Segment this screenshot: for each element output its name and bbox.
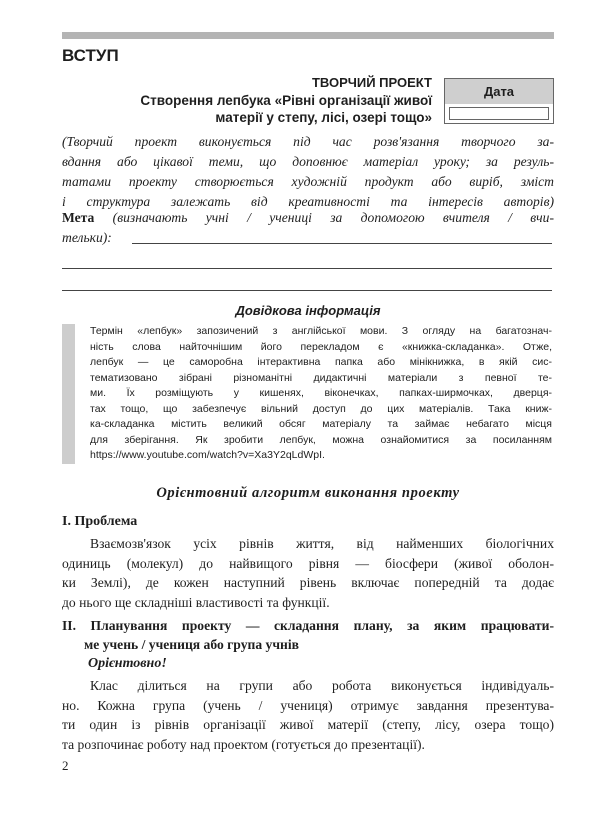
section-1-line: Взаємозв'язок усіх рівнів життя, від найменших біологічних [90, 536, 554, 551]
section-2-line: но. Кожна група (учень / учениця) отримує завдання презентува- [62, 697, 554, 713]
goal-answer-line[interactable] [62, 290, 552, 291]
section-1-text [62, 534, 554, 612]
date-box [444, 78, 554, 124]
reference-title: Довідкова інформація [235, 303, 381, 318]
section-1-line: до нього ще складніші властивості та функції. [62, 594, 330, 610]
reference-line: Термін «лепбук» запозичений з англійської мови. З огляду на багатознач- [90, 325, 552, 337]
section-2-line: Клас ділиться на групи або робота виконується індивідуаль- [90, 678, 554, 693]
reference-side-bar [62, 324, 75, 464]
page-number: 2 [62, 758, 69, 773]
project-title-line: матерії у степу, лісі, озері тощо» [215, 110, 432, 125]
reference-line: ми. Їх розміщують у кишенях, віконечках, папках-ширмочках, дверця- [90, 387, 552, 399]
section-title: ВСТУП [62, 46, 119, 65]
reference-line: ка-складанка містить великий обсяг матеріалу та займає небагато місця [90, 418, 552, 430]
goal-label: Мета [62, 210, 95, 225]
section-2-line: та розпочинає роботу над проектом (готується до презентації). [62, 736, 425, 752]
section-2-line: ти один із рівнів організації живої матерії (степу, лісу, озера тощо) [62, 717, 554, 732]
reference-line: лепбук — це саморобна інтерактивна папка або мінікнижка, в якій сис- [90, 356, 552, 368]
intro-line: вдання або цікавої теми, що доповнює матеріал уроку; за резуль- [62, 154, 554, 169]
section-2-heading [62, 616, 554, 654]
project-kind: ТВОРЧИЙ ПРОЕКТ [311, 75, 432, 90]
section-2-heading-line: II. Планування проекту — складання плану, за яким працювати- [62, 618, 554, 633]
goal-line [62, 208, 554, 228]
goal-answer-line[interactable] [62, 268, 552, 269]
reference-line: для зберігання. Як зробити лепбук, можна ознайомитися за посиланням [90, 433, 552, 446]
section-2-subheading: Орієнтовно! [88, 656, 167, 671]
intro-line: татами проекту створюється художній продукт або виріб, зміст [62, 174, 554, 189]
reference-link[interactable]: https://www.youtube.com/watch?v=Xa3Y2qLdWpI. [90, 449, 325, 461]
top-rule [62, 32, 554, 39]
date-label: Дата [445, 79, 553, 104]
section-1-heading: I. Проблема [62, 514, 138, 529]
project-title-line: Створення лепбука «Рівні організації живої [140, 93, 432, 108]
intro-paragraph [62, 132, 554, 212]
reference-text [90, 324, 552, 464]
section-1-line: ки Землі), де кожен наступний рівень включає попередній та додає [62, 575, 554, 590]
reference-line: ність слова найточнішим його перекладом є «книжка-складанка». Отже, [90, 340, 552, 353]
goal-hint-end: тельки): [62, 230, 112, 245]
date-field[interactable] [449, 107, 549, 120]
goal-hint: (визначають учні / учениці за допомогою вчителя / вчи- [112, 210, 554, 225]
reference-line: тах тощо, що забезпечує вільний доступ до цих матеріалів. Така книж- [90, 402, 552, 415]
intro-line: (Творчий проект виконується під час розв'язання творчого за- [62, 134, 554, 149]
section-2-heading-line: ме учень / учениця або група учнів [84, 637, 299, 652]
section-2-text [62, 676, 554, 754]
algorithm-title: Орієнтовний алгоритм виконання проекту [156, 485, 460, 501]
intro-line: і структура залежать від креативності та інтересів авторів) [62, 194, 554, 209]
section-1-line: одиниць (молекул) до найвищого рівня — біосфери (живої оболон- [62, 555, 554, 571]
project-title [62, 92, 432, 126]
reference-line: тематизовано зібрані різноманітні дидактичні матеріали з певної те- [90, 371, 552, 384]
goal-answer-line[interactable] [132, 243, 552, 244]
